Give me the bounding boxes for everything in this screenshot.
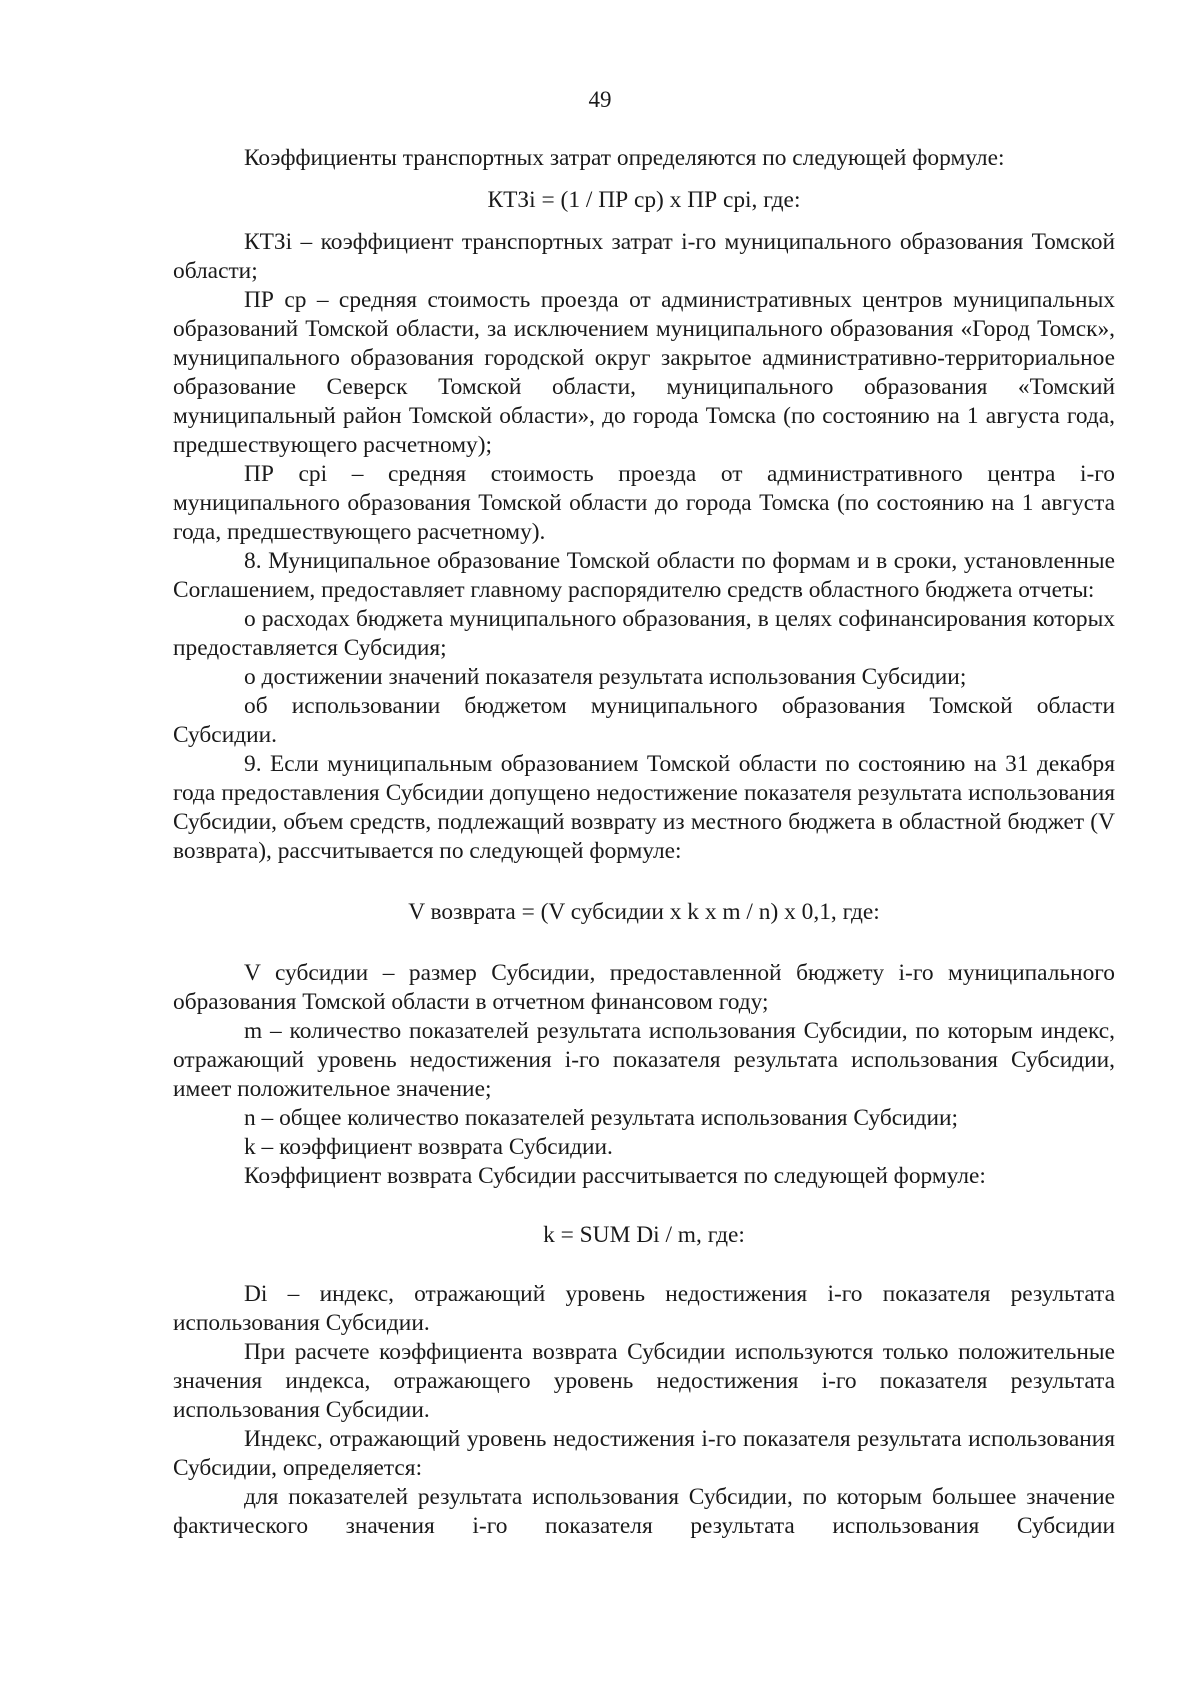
- page-number: 49: [588, 87, 612, 112]
- formula-ktz: КТЗi = (1 / ПР ср) х ПР срi, где:: [487, 187, 801, 213]
- paragraph-report-expenses: о расходах бюджета муниципального образования, в целях софинансирования которых предоставляется Субсидия;: [173, 606, 1115, 661]
- paragraph-v-subsidy-definition: V субсидии – размер Субсидии, предоставленной бюджету i-го муниципального образования Томской области в отчетном финансовом году;: [173, 960, 1115, 1015]
- paragraph-item-8: 8. Муниципальное образование Томской области по формам и в сроки, установленные Соглашением, предоставляет главному распорядителю средств областного бюджета отчеты:: [173, 548, 1115, 603]
- paragraph-positive-values: При расчете коэффициента возврата Субсидии используются только положительные значения индекса, отражающего уровень недостижения i-го показателя результата использования Субсидии.: [173, 1339, 1115, 1423]
- paragraph-ktz-definition: КТЗi – коэффициент транспортных затрат i-го муниципального образования Томской области;: [173, 229, 1115, 284]
- paragraph-indicators-greater-value: для показателей результата использования Субсидии, по которым большее значение фактического значения i-го показателя результата использования Субсидии: [173, 1484, 1115, 1539]
- paragraph-item-9: 9. Если муниципальным образованием Томской области по состоянию на 31 декабря года предоставления Субсидии допущено недостижение показателя результата использования Субсидии, объем средств, подлежащий возврату из местного бюджета в областной бюджет (V возврата), рассчитывается по следующей формуле:: [173, 751, 1115, 864]
- paragraph-n-definition: n – общее количество показателей результата использования Субсидии;: [244, 1105, 959, 1131]
- formula-k: k = SUM Di / m, где:: [543, 1222, 745, 1248]
- formula-v-return: V возврата = (V субсидии х k х m / n) х 0,1, где:: [408, 899, 880, 925]
- paragraph-report-indicators: о достижении значений показателя результата использования Субсидии;: [244, 664, 967, 690]
- paragraph-pr-sr-definition: ПР ср – средняя стоимость проезда от административных центров муниципальных образований Томской области, за исключением муниципального образования «Город Томск», муниципального образования городской округ закрытое административно-территориальное образование Северск Томской области, муниципального образования «Томский муниципальный район Томской области», до города Томска (по состоянию на 1 августа года, предшествующего расчетному);: [173, 287, 1115, 458]
- document-body: [173, 144, 1115, 1541]
- paragraph-di-definition: Di – индекс, отражающий уровень недостижения i-го показателя результата использования Субсидии.: [173, 1281, 1115, 1336]
- paragraph-m-definition: m – количество показателей результата использования Субсидии, по которым индекс, отражающий уровень недостижения i-го показателя результата использования Субсидии, имеет положительное значение;: [173, 1018, 1115, 1102]
- paragraph-index-determined: Индекс, отражающий уровень недостижения i-го показателя результата использования Субсидии, определяется:: [173, 1426, 1115, 1481]
- paragraph-transport-coefficient-intro: Коэффициенты транспортных затрат определяются по следующей формуле:: [244, 145, 1005, 171]
- paragraph-k-definition: k – коэффициент возврата Субсидии.: [244, 1134, 613, 1160]
- paragraph-report-usage: об использовании бюджетом муниципального образования Томской области Субсидии.: [173, 693, 1115, 748]
- paragraph-k-formula-intro: Коэффициент возврата Субсидии рассчитывается по следующей формуле:: [244, 1163, 986, 1189]
- paragraph-pr-sri-definition: ПР срi – средняя стоимость проезда от административного центра i-го муниципального образования Томской области до города Томска (по состоянию на 1 августа года, предшествующего расчетному).: [173, 461, 1115, 545]
